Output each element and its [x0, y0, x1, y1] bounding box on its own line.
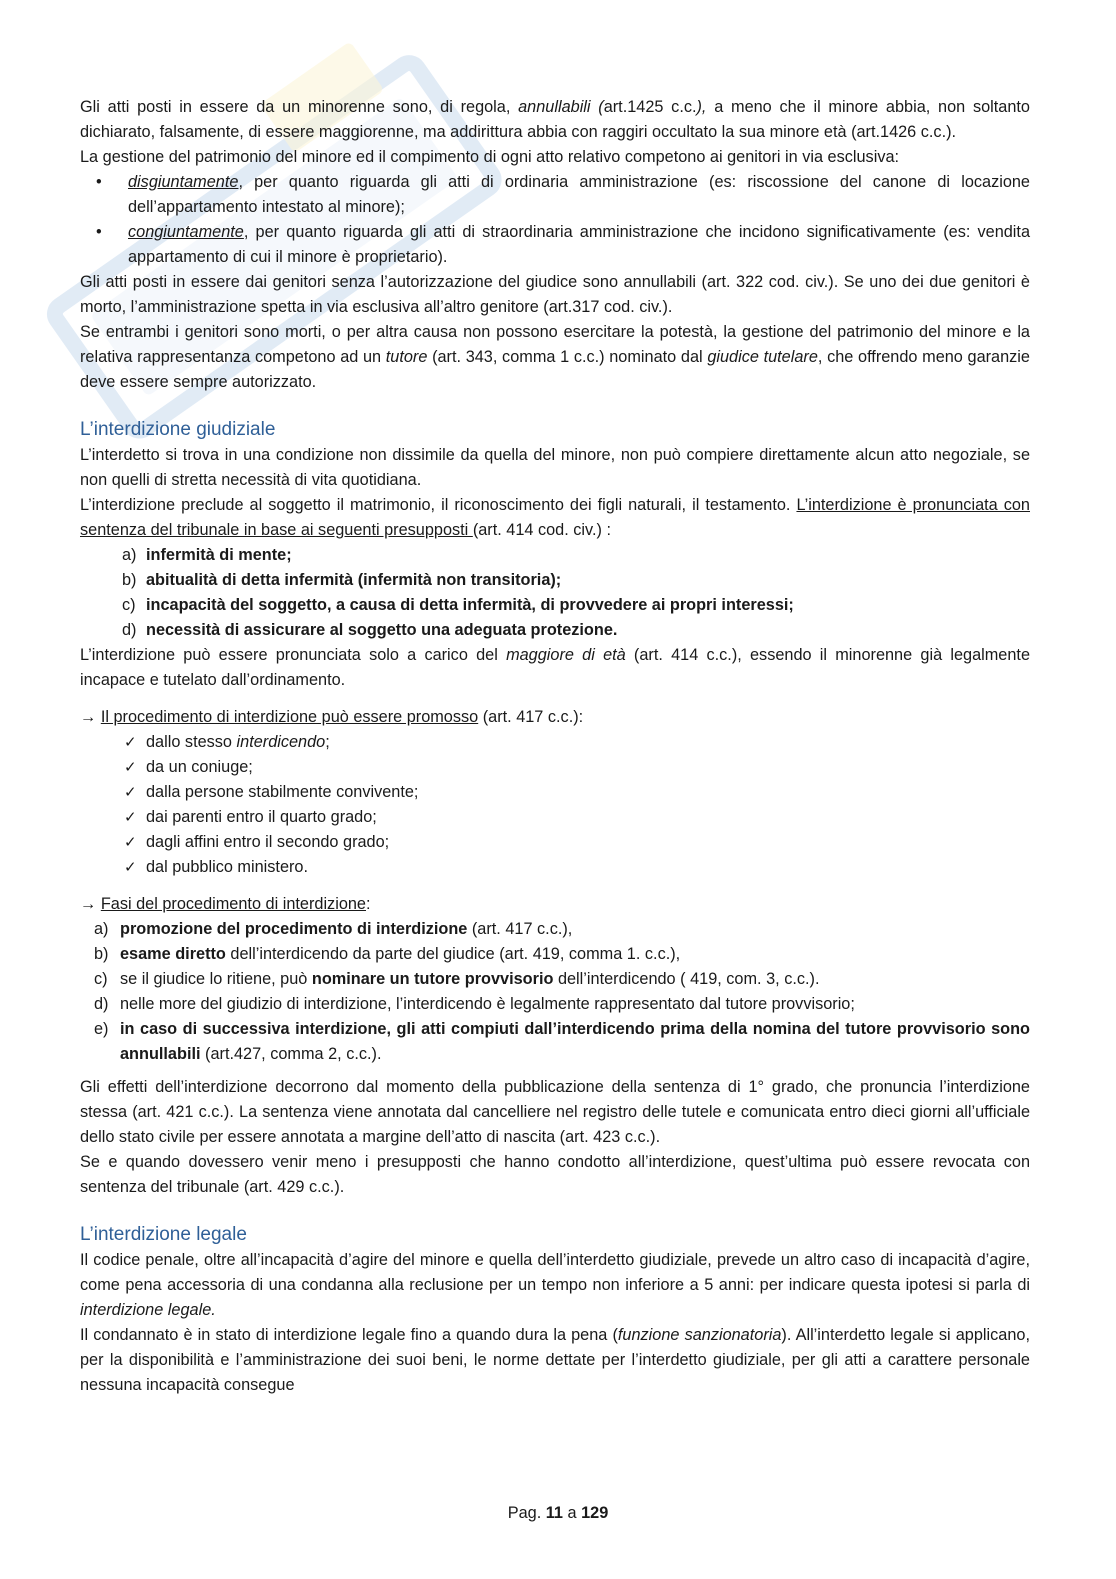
list-item: ✓ dai parenti entro il quarto grado;	[80, 805, 1030, 830]
page-number: 11	[545, 1504, 563, 1522]
list-item: ✓ dagli affini entro il secondo grado;	[80, 830, 1030, 855]
list-item: b) abitualità di detta infermità (infermità non transitoria);	[122, 571, 562, 589]
intro-paragraph-4: Se entrambi i genitori sono morti, o per altra causa non possono esercitare la potestà, la gestione del patrimonio del minore e la relativa rappresentanza competono ad un tutore (art. 343, comma 1 c.c.) nominato dal giudice tutelare, che offrendo meno garanzie deve essere sempre autorizzato.	[80, 323, 1030, 391]
page-footer: Pag. 11 a 129	[507, 1504, 609, 1522]
section1-paragraph-5: Se e quando dovessero venir meno i presupposti che hanno condotto all’interdizione, quest’ultima può essere revocata con sentenza del tribunale (art. 429 c.c.).	[80, 1153, 1030, 1196]
section1-paragraph-4: Gli effetti dell’interdizione decorrono dal momento della pubblicazione della sentenza di 1° grado, che pronuncia l’interdizione stessa (art. 421 c.c.). La sentenza viene annotata dal cancelliere nel registro delle tutele e comunicata entro dieci giorni all’ufficiale dello stato civile per essere annotata a margine dell’atto di nascita (art. 423 c.c.).	[80, 1078, 1030, 1146]
list-item: a) promozione del procedimento di interdizione (art. 417 c.c.),	[94, 920, 573, 938]
list-item: • disgiuntamente, per quanto riguarda gli atti di ordinaria amministrazione (es: riscossione del canone di locazione dell’appartamento intestato al minore);	[80, 170, 1030, 220]
page-content	[80, 95, 1030, 1398]
intro-paragraph-3: Gli atti posti in essere dai genitori senza l’autorizzazione del giudice sono annullabili (art. 322 cod. civ.). Se uno dei due genitori è morto, l’amministrazione spetta in via esclusiva all’altro genitore (art.317 cod. civ.).	[80, 273, 1030, 316]
list-item: ✓ dalla persone stabilmente convivente;	[80, 780, 1030, 805]
list-item: d) nelle more del giudizio di interdizione, l’interdicendo è legalmente rappresentato dal tutore provvisorio;	[94, 995, 855, 1013]
requirements-list	[80, 543, 1030, 643]
list-item: ✓ dallo stesso interdicendo;	[80, 730, 1030, 755]
intro-paragraph-1: Gli atti posti in essere da un minorenne sono, di regola, annullabili (art.1425 c.c.), a meno che il minore abbia, non soltanto dichiarato, falsamente, di essere maggiorenne, ma addirittura abbia con raggiri occultato la sua minore età (art.1426 c.c.).	[80, 98, 1030, 141]
section1-paragraph-2: L’interdizione preclude al soggetto il matrimonio, il riconoscimento dei figli naturali, il testamento. L’interdizione è pronunciata con sentenza del tribunale in base ai seguenti presupposti (art. 414 cod. civ.) :	[80, 496, 1030, 539]
list-item: b) esame diretto dell’interdicendo da parte del giudice (art. 419, comma 1. c.c.),	[94, 945, 681, 963]
list-item: e) in caso di successiva interdizione, gli atti compiuti dall’interdicendo prima della nomina del tutore provvisorio sono annullabili (art.427, comma 2, c.c.).	[94, 1020, 1030, 1063]
phases-list	[80, 917, 1030, 1067]
intro-paragraph-2: La gestione del patrimonio del minore ed il compimento di ogni atto relativo competono ai genitori in via esclusiva:	[80, 148, 900, 166]
list-item: ✓ dal pubblico ministero.	[80, 855, 1030, 880]
section-heading-interdizione-giudiziale: L’interdizione giudiziale	[80, 419, 276, 440]
section-heading-interdizione-legale: L’interdizione legale	[80, 1224, 247, 1245]
promoters-checklist	[80, 730, 1030, 880]
section1-paragraph-1: L’interdetto si trova in una condizione non dissimile da quella del minore, non può compiere direttamente alcun atto negoziale, se non quelli di stretta necessità di vita quotidiana.	[80, 446, 1030, 489]
list-item: d) necessità di assicurare al soggetto una adeguata protezione.	[122, 621, 618, 639]
page-total: 129	[581, 1504, 609, 1522]
arrow-right-icon: →	[80, 895, 101, 913]
section2-paragraph-1: Il codice penale, oltre all’incapacità d’agire del minore e quella dell’interdetto giudiziale, prevede un altro caso di incapacità d’agire, come pena accessoria di una condanna alla reclusione per un tempo non inferiore a 5 anni: per indicare questa ipotesi si parla di interdizione legale.	[80, 1251, 1030, 1319]
admin-bullet-list	[80, 170, 1030, 270]
list-item: c) se il giudice lo ritiene, può nominare un tutore provvisorio dell’interdicendo ( 419, com. 3, c.c.).	[94, 970, 820, 988]
list-item: • congiuntamente, per quanto riguarda gli atti di straordinaria amministrazione che incidono significativamente (es: vendita appartamento di cui il minore è proprietario).	[80, 220, 1030, 270]
promotion-heading: → Il procedimento di interdizione può essere promosso (art. 417 c.c.):	[80, 708, 584, 726]
phases-heading: → Fasi del procedimento di interdizione:	[80, 895, 371, 913]
list-item: ✓ da un coniuge;	[80, 755, 1030, 780]
list-item: c) incapacità del soggetto, a causa di detta infermità, di provvedere ai propri interessi;	[122, 596, 794, 614]
section2-paragraph-2: Il condannato è in stato di interdizione legale fino a quando dura la pena (funzione sanzionatoria). All’interdetto legale si applicano, per la disponibilità e l’amministrazione dei suoi beni, le norme dettate per l’interdetto giudiziale, per gli atti a carattere personale nessuna incapacità consegue	[80, 1326, 1030, 1394]
arrow-right-icon: →	[80, 708, 101, 726]
list-item: a) infermità di mente;	[122, 546, 292, 564]
section1-paragraph-3: L’interdizione può essere pronunciata solo a carico del maggiore di età (art. 414 c.c.), essendo il minorenne già legalmente incapace e tutelato dall’ordinamento.	[80, 646, 1030, 689]
